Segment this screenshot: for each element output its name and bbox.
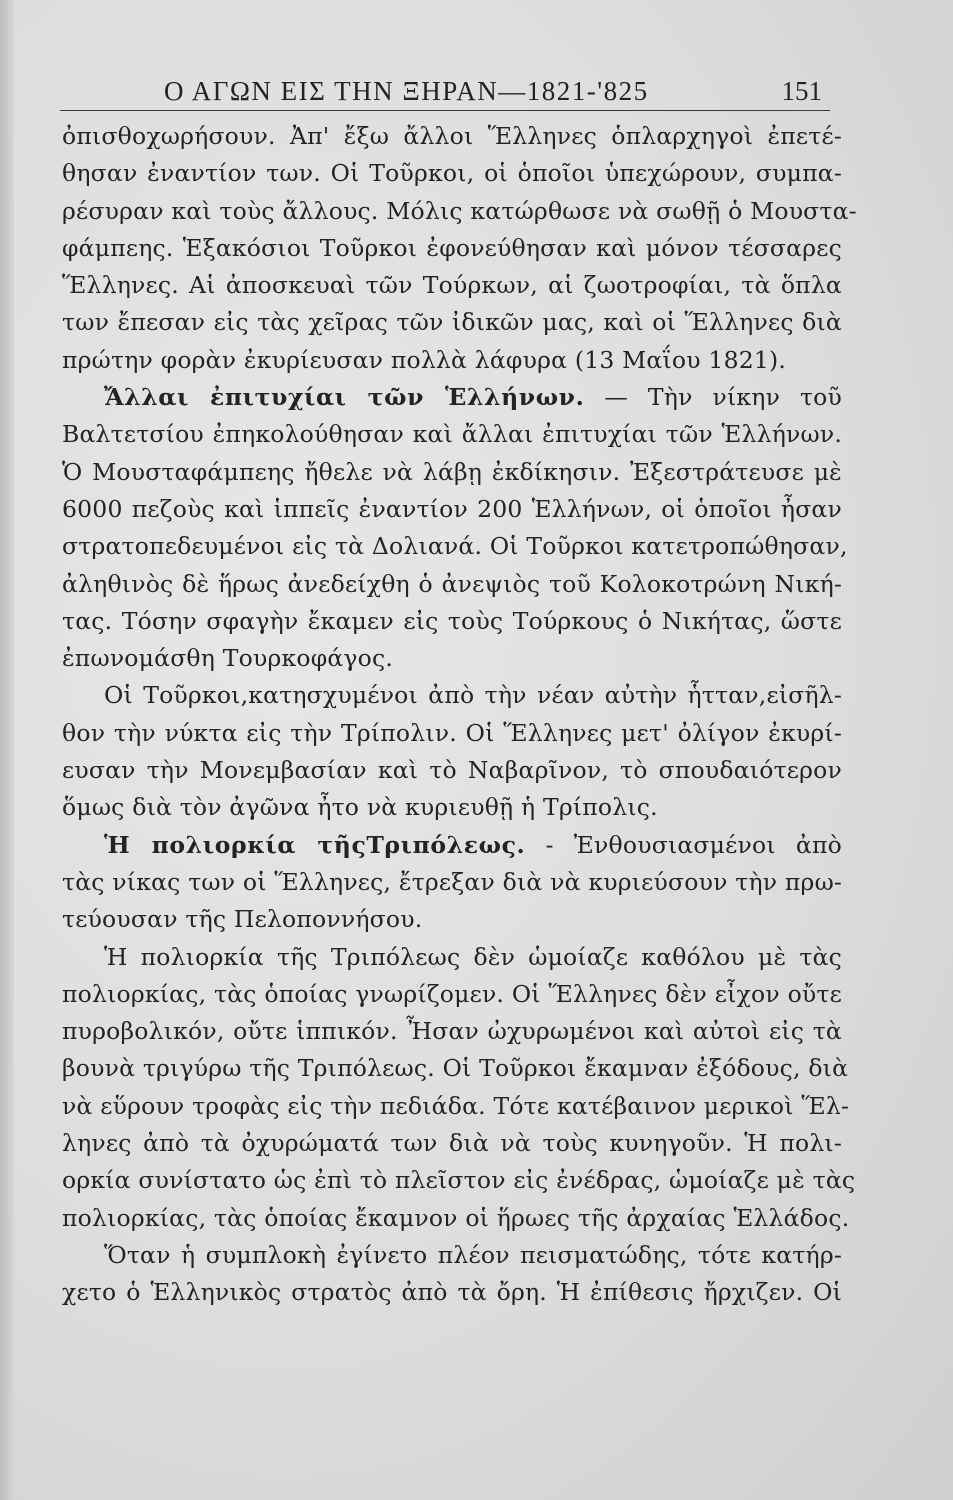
text-line xyxy=(62,603,842,640)
text-line xyxy=(62,230,842,267)
line-text: ευσαν τὴν Μονεμβασίαν καὶ τὸ Ναβαρῖνον, τὸ σπουδαιότερον xyxy=(62,756,842,785)
line-text: Ἡ πολιορκία τῆς Τριπόλεως δὲν ὡμοίαζε καθόλου μὲ τὰς xyxy=(104,942,842,971)
text-line xyxy=(62,976,842,1013)
page-binding-shadow xyxy=(0,0,14,1500)
line-text: Ὅταν ἡ συμπλοκὴ ἐγίνετο πλέον πεισματώδης, τότε κατήρ- xyxy=(104,1240,842,1269)
section-heading-line xyxy=(62,827,842,864)
line-text: ἀληθινὸς δὲ ἥρως ἀνεδείχθη ὁ ἀνεψιὸς τοῦ Κολοκοτρώνη Νική- xyxy=(62,569,842,598)
text-line xyxy=(62,1200,850,1237)
text-line xyxy=(62,864,842,901)
line-text: πρώτην φορὰν ἐκυρίευσαν πολλὰ λάφυρα (13 Μαΐου 1821). xyxy=(62,345,787,374)
line-text: Ἕλληνες. Αἱ ἀποσκευαὶ τῶν Τούρκων, αἱ ζωοτροφίαι, τὰ ὅπλα xyxy=(62,271,842,300)
text-line xyxy=(62,454,842,491)
line-text: τας. Τόσην σφαγὴν ἔκαμεν εἰς τοὺς Τούρκους ὁ Νικήτας, ὥστε xyxy=(62,606,842,635)
text-line xyxy=(62,304,842,341)
text-line xyxy=(62,566,842,603)
text-line xyxy=(62,1050,849,1087)
line-text: φάμπεης. Ἑξακόσιοι Τοῦρκοι ἐφονεύθησαν καὶ μόνον τέσσαρες xyxy=(62,233,842,262)
line-text: Οἱ Τοῦρκοι,κατησχυμένοι ἀπὸ τὴν νέαν αὐτὴν ἧτταν,εἰσῆλ- xyxy=(104,681,842,710)
line-text: χετο ὁ Ἑλληνικὸς στρατὸς ἀπὸ τὰ ὄρη. Ἡ ἐπίθεσις ἤρχιζεν. Οἱ xyxy=(62,1278,842,1307)
text-line xyxy=(62,1274,842,1311)
text-line xyxy=(62,491,842,528)
line-text: - Ἐνθουσιασμένοι ἀπὸ xyxy=(545,830,842,859)
section-heading: Ἄλλαι ἐπιτυχίαι τῶν Ἑλλήνων. xyxy=(104,383,585,412)
line-text: — Τὴν νίκην τοῦ xyxy=(604,383,843,412)
line-text: των ἔπεσαν εἰς τὰς χεῖρας τῶν ἰδικῶν μας, καὶ οἱ Ἕλληνες διὰ xyxy=(62,308,842,337)
text-line xyxy=(62,1237,842,1274)
text-line xyxy=(62,715,842,752)
line-text: πυροβολικόν, οὔτε ἱππικόν. Ἦσαν ὠχυρωμένοι καὶ αὐτοὶ εἰς τὰ xyxy=(62,1017,842,1046)
line-text: θον τὴν νύκτα εἰς τὴν Τρίπολιν. Οἱ Ἕλληνες μετ' ὀλίγον ἐκυρί- xyxy=(62,718,842,747)
text-line xyxy=(62,901,842,938)
text-line xyxy=(62,1013,842,1050)
text-line xyxy=(62,267,842,304)
line-text: ορκία συνίστατο ὡς ἐπὶ τὸ πλεῖστον εἰς ἐνέδρας, ὡμοίαζε μὲ τὰς xyxy=(62,1166,856,1195)
line-text: ρέσυραν καὶ τοὺς ἄλλους. Μόλις κατώρθωσε νὰ σωθῇ ὁ Μουστα- xyxy=(62,196,857,225)
line-text: τεύουσαν τῆς Πελοποννήσου. xyxy=(62,905,423,934)
header-title: Ο ΑΓΩΝ ΕΙΣ ΤΗΝ ΞΗΡΑΝ—1821-'825 xyxy=(164,76,649,106)
line-text: θησαν ἐναντίον των. Οἱ Τοῦρκοι, οἱ ὁποῖοι ὑπεχώρουν, συμπα- xyxy=(62,159,842,188)
text-line xyxy=(62,118,842,155)
text-line xyxy=(62,416,842,453)
line-text: στρατοπεδευμένοι εἰς τὰ Δολιανά. Οἱ Τοῦρκοι κατετροπώθησαν, xyxy=(62,532,848,561)
text-line xyxy=(62,1088,850,1125)
text-line xyxy=(62,939,842,976)
text-line xyxy=(62,155,842,192)
line-text: τὰς νίκας των οἱ Ἕλληνες, ἔτρεξαν διὰ νὰ κυριεύσουν τὴν πρω- xyxy=(62,867,843,896)
page-number: 151 xyxy=(781,76,822,106)
text-line xyxy=(62,677,842,714)
section-heading-line xyxy=(62,379,842,416)
line-text: πολιορκίας, τὰς ὁποίας ἔκαμνον οἱ ἥρωες τῆς ἀρχαίας Ἑλλάδος. xyxy=(62,1203,850,1232)
body-text xyxy=(62,118,857,1312)
line-text: νὰ εὕρουν τροφὰς εἰς τὴν πεδιάδα. Τότε κατέβαινον μερικοὶ Ἕλ- xyxy=(62,1091,850,1120)
text-line xyxy=(62,1162,856,1199)
line-text: ληνες ἀπὸ τὰ ὀχυρώματά των διὰ νὰ τοὺς κυνηγοῦν. Ἡ πολι- xyxy=(62,1129,842,1158)
line-text: Ὁ Μουσταφάμπεης ἤθελε νὰ λάβῃ ἐκδίκησιν. Ἐξεστράτευσε μὲ xyxy=(62,457,842,486)
text-line xyxy=(62,789,842,826)
line-text: 6000 πεζοὺς καὶ ἱππεῖς ἐναντίον 200 Ἑλλήνων, οἱ ὁποῖοι ἦσαν xyxy=(62,494,842,523)
line-text: ὅμως διὰ τὸν ἀγῶνα ἦτο νὰ κυριευθῇ ἡ Τρίπολις. xyxy=(62,793,658,822)
line-text: ἐπωνομάσθη Τουρκοφάγος. xyxy=(62,644,394,673)
line-text: πολιορκίας, τὰς ὁποίας γνωρίζομεν. Οἱ Ἕλληνες δὲν εἶχον οὔτε xyxy=(62,979,842,1008)
running-header xyxy=(60,66,830,111)
text-line xyxy=(62,528,848,565)
line-text: βουνὰ τριγύρω τῆς Τριπόλεως. Οἱ Τοῦρκοι ἔκαμναν ἐξόδους, διὰ xyxy=(62,1054,849,1083)
text-line xyxy=(62,752,842,789)
line-text: ὀπισθοχωρήσουν. Ἀπ' ἔξω ἄλλοι Ἕλληνες ὁπλαρχηγοὶ ἐπετέ- xyxy=(62,122,842,150)
text-line xyxy=(62,640,842,677)
line-text: Βαλτετσίου ἐπηκολούθησαν καὶ ἄλλαι ἐπιτυχίαι τῶν Ἑλλήνων. xyxy=(62,420,842,449)
text-line xyxy=(62,1125,842,1162)
text-line xyxy=(62,193,857,230)
text-line xyxy=(62,342,842,379)
section-heading: Ἡ πολιορκία τῆςΤριπόλεως. xyxy=(104,830,526,859)
